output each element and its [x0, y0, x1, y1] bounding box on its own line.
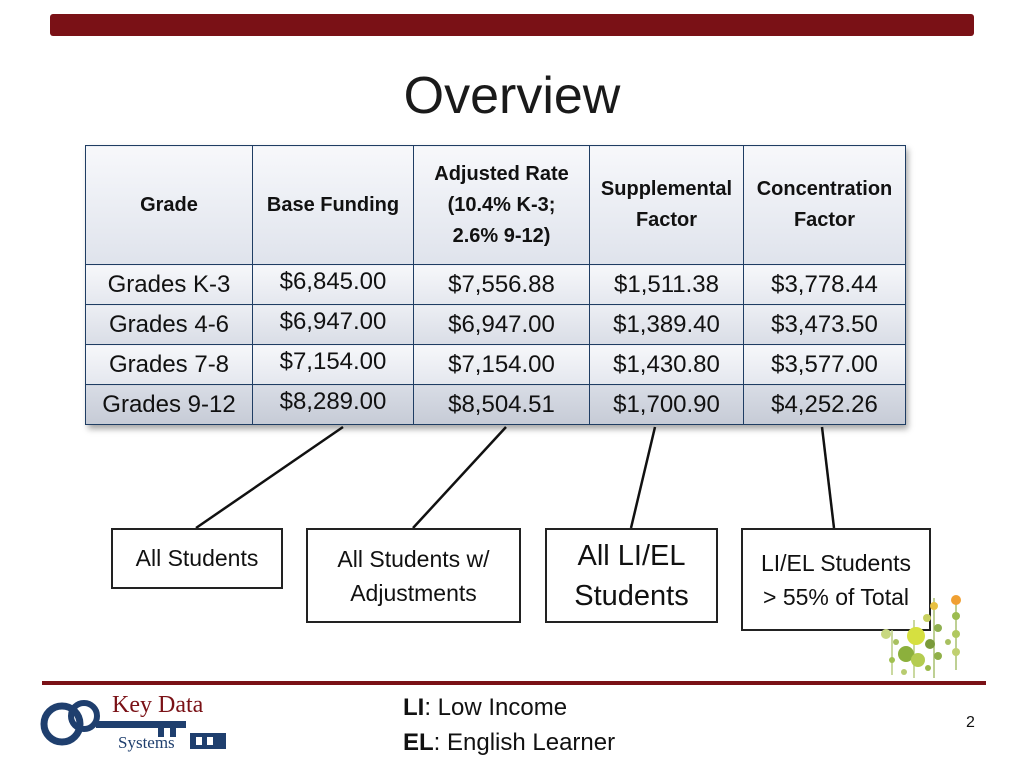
connector-adjusted-rate: [413, 427, 506, 528]
cell-supplemental: $1,430.80: [590, 345, 744, 385]
header-supplemental-factor: Supplemental Factor: [590, 146, 744, 265]
callout-all-li-el-students: All LI/EL Students: [545, 528, 718, 623]
cell-supplemental: $1,511.38: [590, 265, 744, 305]
header-adjusted-rate: Adjusted Rate (10.4% K-3; 2.6% 9-12): [414, 146, 590, 265]
cell-grade: Grades K-3: [86, 265, 253, 305]
cell-base-funding: $6,947.00: [253, 305, 414, 345]
cell-grade: Grades 7-8: [86, 345, 253, 385]
page-number: 2: [966, 714, 975, 731]
legend-li: LI: Low Income: [403, 694, 568, 721]
abbreviation-legend: [403, 690, 615, 760]
key-data-systems-logo: [40, 688, 240, 760]
bottom-accent-rule: [42, 681, 986, 685]
connector-supplemental: [631, 427, 655, 528]
logo-text-systems: Systems: [118, 733, 175, 752]
legend-el: EL: English Learner: [403, 729, 616, 756]
cell-base-funding: $7,154.00: [253, 345, 414, 385]
decorative-dots-graphic: [872, 590, 972, 680]
cell-concentration: $4,252.26: [744, 385, 906, 425]
cell-adjusted-rate: $7,154.00: [414, 345, 590, 385]
connector-concentration: [822, 427, 834, 528]
cell-supplemental: $1,700.90: [590, 385, 744, 425]
logo-text-key-data: Key Data: [112, 692, 204, 718]
slide-title: Overview: [403, 67, 621, 125]
header-base-funding: Base Funding: [253, 146, 414, 265]
cell-adjusted-rate: $7,556.88: [414, 265, 590, 305]
cell-base-funding: $8,289.00: [253, 385, 414, 425]
cell-supplemental: $1,389.40: [590, 305, 744, 345]
cell-base-funding: $6,845.00: [253, 265, 414, 305]
header-concentration-factor: Concentration Factor: [744, 146, 906, 265]
callout-concentration-threshold: LI/EL Students > 55% of Total: [741, 528, 931, 631]
cell-adjusted-rate: $8,504.51: [414, 385, 590, 425]
cell-concentration: $3,577.00: [744, 345, 906, 385]
connector-base-funding: [196, 427, 343, 528]
header-grade: Grade: [86, 146, 253, 265]
cell-grade: Grades 9-12: [86, 385, 253, 425]
cell-grade: Grades 4-6: [86, 305, 253, 345]
cell-concentration: $3,473.50: [744, 305, 906, 345]
cell-concentration: $3,778.44: [744, 265, 906, 305]
callout-all-students-adjustments: All Students w/ Adjustments: [306, 528, 521, 623]
cell-adjusted-rate: $6,947.00: [414, 305, 590, 345]
callout-all-students: All Students: [111, 528, 283, 589]
